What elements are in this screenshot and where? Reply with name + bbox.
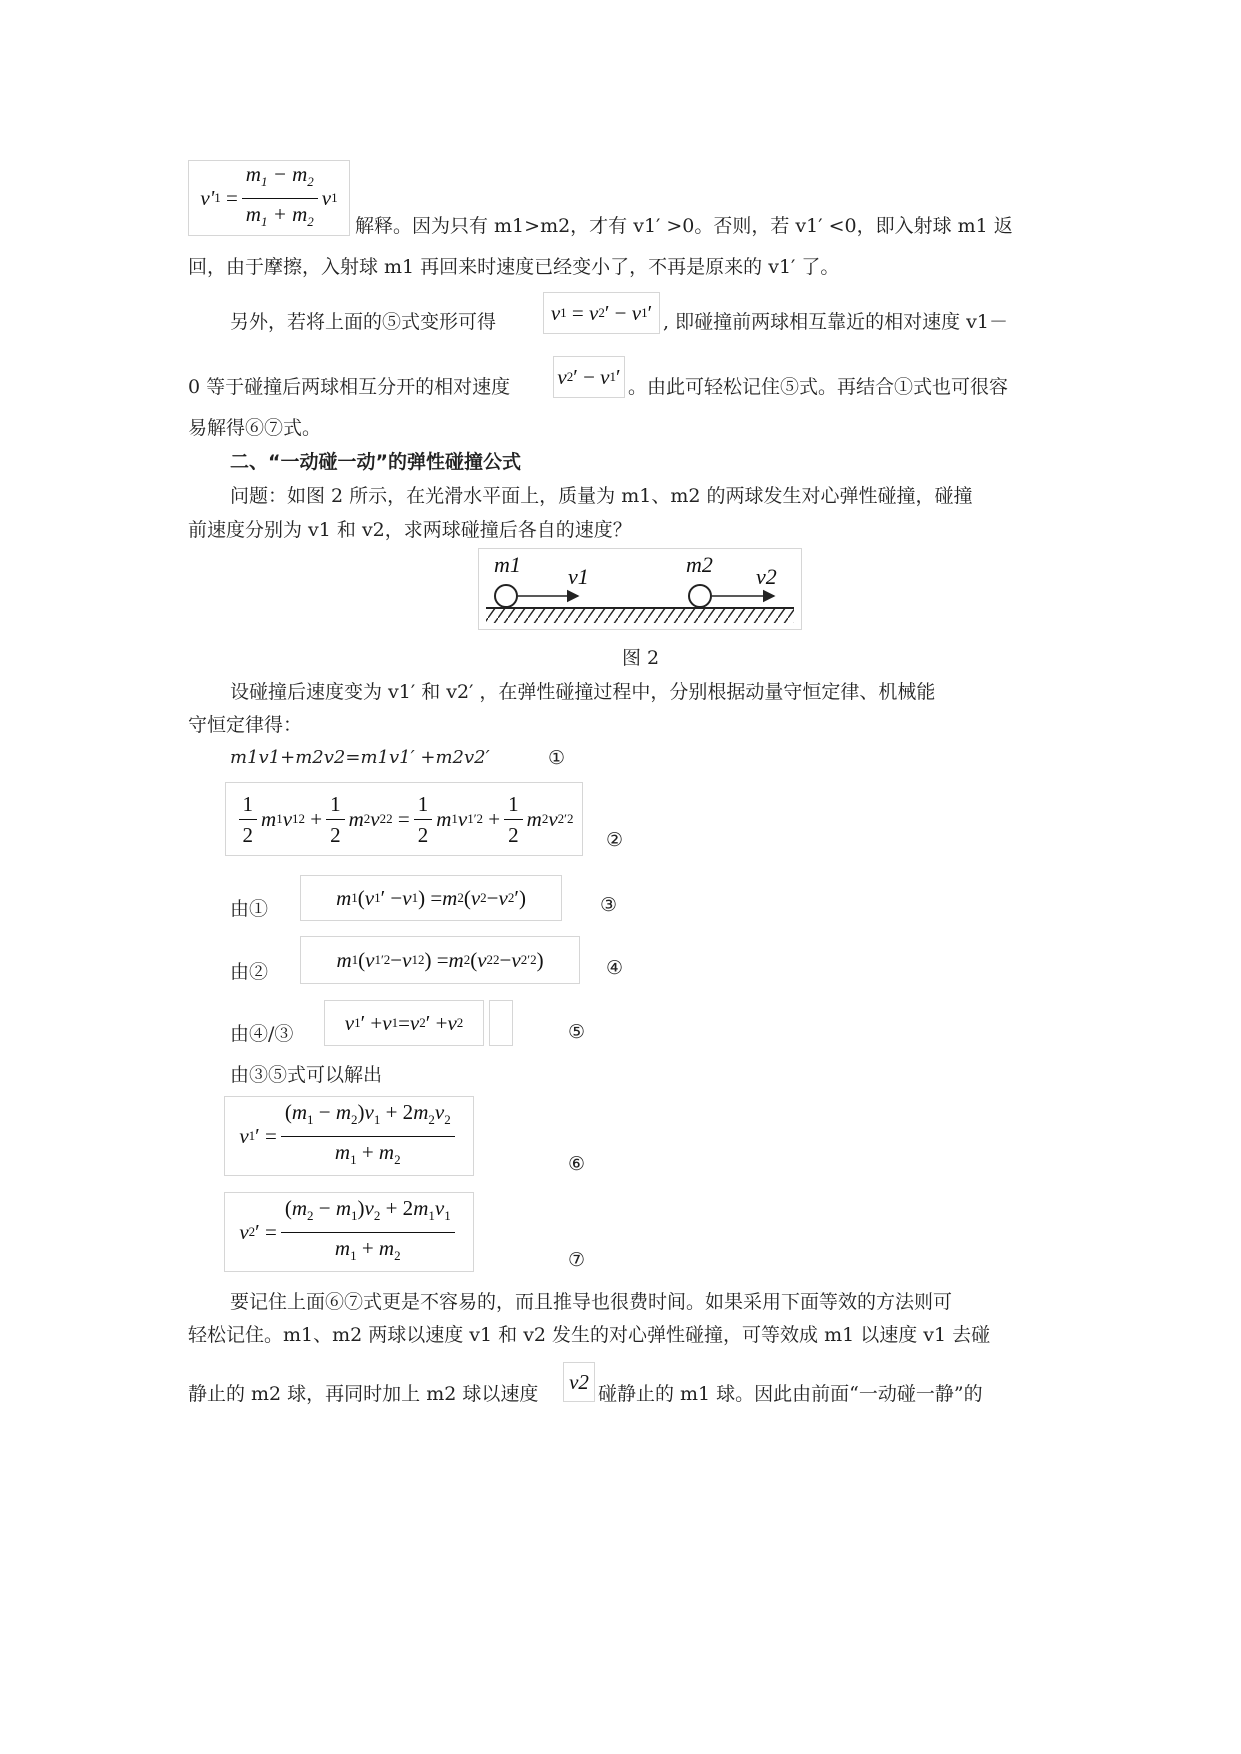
equation-4: m 1 ( v 1 ′2 − v 1 2 ) = m 2 ( v 2 2 − v 2 ′2 ) [300,936,580,984]
label-v2: v2 [756,564,777,589]
equation-7: v 2 ′ = $\frac{(m_2 - m_1)v_2 + 2m_1v_1}{m_1 + m_2}$ [224,1192,474,1272]
formula-v1-prime: v' 1 = $\frac{m_1 - m_2}{m_1 + m_2}$ v 1 [188,160,350,236]
section-heading: 二、“一动碰一动”的弹性碰撞公式 [230,451,521,473]
ball-m2 [689,585,711,607]
conclusion-line2: 轻松记住。m1、m2 两球以速度 v1 和 v2 发生的对心弹性碰撞，可等效成 m1 以速度 v1 去碰 [188,1324,991,1346]
equation-3: m 1 ( v 1 ′ − v 1 ) = m 2 ( v 2 − v 2 ′) [300,875,562,921]
equation-5-number: ⑤ [568,1021,586,1043]
derivation-intro-line2: 守恒定律得： [188,714,303,736]
equation-2-number: ② [606,829,624,851]
figure-caption: 图 2 [622,647,660,669]
formula-relative-velocity: v 1 = v 2 ′ − v 1 ′ [543,292,660,334]
label-v1: v1 [568,564,589,589]
step5-label: 由④/③ [230,1023,294,1045]
equation-6-number: ⑥ [568,1153,586,1175]
ball-m1 [495,585,517,607]
para2-line1-post: , 即碰撞前两球相互靠近的相对速度 v1－ [663,311,1008,333]
solve-label: 由③⑤式可以解出 [230,1064,383,1086]
equation-6: v 1 ′ = $\frac{(m_1 - m_2)v_1 + 2m_2v_2}{m_1 + m_2}$ [224,1096,474,1176]
equation-2-energy: $\frac{1}{2}$ m 1 v 1 2 + $\frac{1}{2}$ m 2 v 2 2 = $\frac{1}{2}$ m 1 v 1 ′2 + $\frac{1}{2}$ m 2 v 2 ′2 [225,782,583,856]
label-m1: m1 [494,552,521,577]
equation-5: v 1 ′ + v 1 = v 2 ′ + v 2 [324,1000,484,1046]
empty-formula-box [489,1000,513,1046]
para2-line1-pre: 另外，若将上面的⑤式变形可得 [230,311,497,333]
conclusion-line3-post: 碰静止的 m1 球。因此由前面“一动碰一静”的 [598,1383,983,1405]
conclusion-line3-pre: 静止的 m2 球，再同时加上 m2 球以速度 [188,1383,539,1405]
equation-3-number: ③ [600,894,618,916]
derivation-intro-line1: 设碰撞后速度变为 v1′ 和 v2′ ，在弹性碰撞过程中，分别根据动量守恒定律、机械能 [230,681,936,703]
equation-4-number: ④ [606,957,624,979]
step3-label: 由① [230,898,269,920]
conclusion-line1: 要记住上面⑥⑦式更是不容易的，而且推导也很费时间。如果采用下面等效的方法则可 [230,1291,953,1313]
formula-v2-inline: v2 [563,1362,595,1402]
equation-7-number: ⑦ [568,1249,586,1271]
formula-separation-velocity: v 2 ′ − v 1 ′ [553,356,625,398]
label-m2: m2 [686,552,713,577]
para1-line1: 解释。因为只有 m1>m2，才有 v1′ >0。否则，若 v1′ <0，即入射球 m1 返 [355,215,1013,237]
equation-1-number: ① [548,747,566,769]
equation-1: m1v1+m2v2=m1v1′ +m2v2′ [230,747,490,768]
problem-line2: 前速度分别为 v1 和 v2，求两球碰撞后各自的速度？ [188,519,632,541]
step4-label: 由② [230,961,269,983]
problem-line1: 问题：如图 2 所示，在光滑水平面上，质量为 m1、m2 的两球发生对心弹性碰撞，碰撞 [230,485,973,507]
para2-line3: 易解得⑥⑦式。 [188,417,322,439]
para2-line2-pre: 0 等于碰撞后两球相互分开的相对速度 [188,376,511,398]
para2-line2-post: 。由此可轻松记住⑤式。再结合①式也可很容 [628,376,1009,398]
para1-line2: 回，由于摩擦，入射球 m1 再回来时速度已经变小了，不再是原来的 v1′ 了。 [188,256,840,278]
collision-figure [478,548,802,630]
ground-hatching [486,609,794,623]
